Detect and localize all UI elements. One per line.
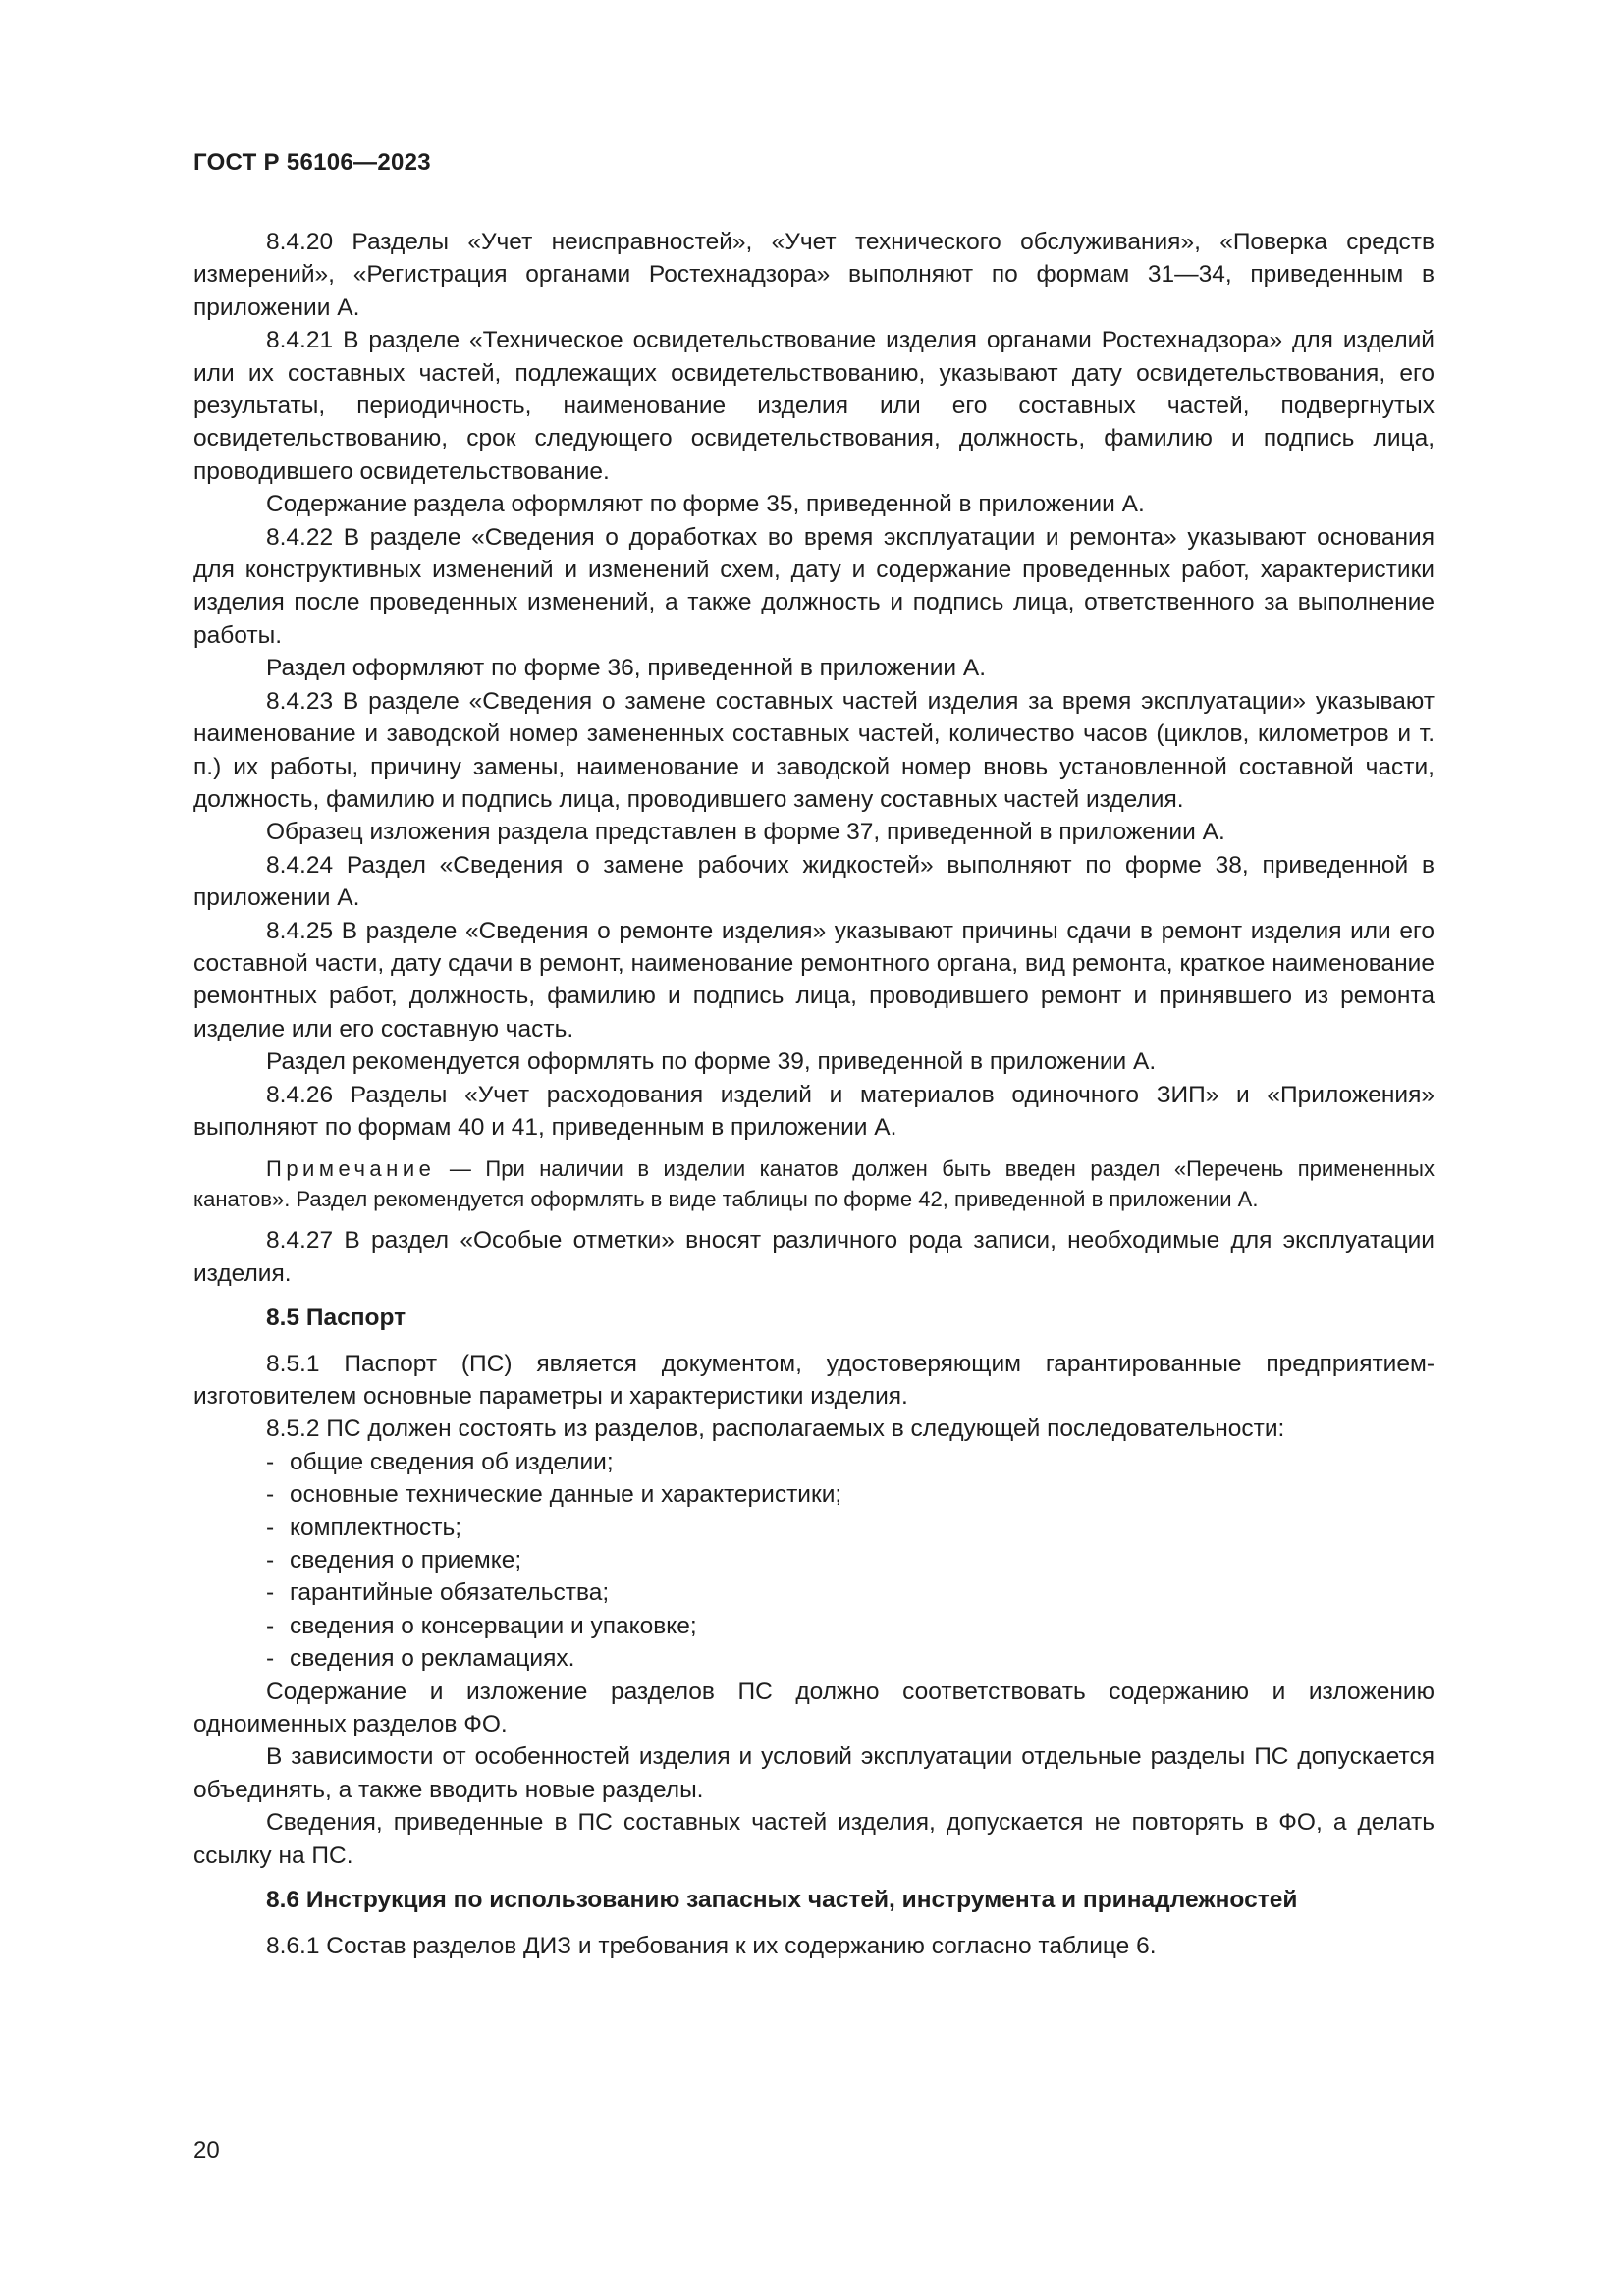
paragraph-8-6-1: 8.6.1 Состав разделов ДИЗ и требования к их содержанию согласно таблице 6.: [266, 1932, 1157, 1959]
note-label: Примечание: [266, 1156, 436, 1182]
paragraph-8-4-27: 8.4.27 В раздел «Особые отметки» вносят различного рода записи, необходимые для эксплуатации изделия.: [193, 1227, 1435, 1287]
paragraph-8-4-23: 8.4.23 В разделе «Сведения о замене составных частей изделия за время эксплуатации» указывают наименование и заводской номер замененных составных частей, количество часов (циклов, километров и т. п.) их работы, причину замены, наименование и заводской номер вновь установленной составной части, должность, фамилию и подпись лица, проводившего замену составных частей изделия.: [193, 687, 1435, 813]
paragraph-merge-sections: В зависимости от особенностей изделия и условий эксплуатации отдельные разделы ПС допускается объединять, а также вводить новые разделы.: [193, 1743, 1435, 1803]
paragraph-8-4-21: 8.4.21 В разделе «Техническое освидетельствование изделия органами Ростехнадзора» для изделий или их составных частей, подлежащих освидетельствованию, указывают дату освидетельствования, его результаты, периодичность, наименование изделия или его составных частей, подвергнутых освидетельствованию, срок следующего освидетельствования, должность, фамилию и подпись лица, проводившего освидетельствование.: [193, 327, 1435, 485]
list-item: - комплектность;: [266, 1514, 462, 1541]
paragraph-8-4-20: 8.4.20 Разделы «Учет неисправностей», «Учет технического обслуживания», «Поверка средств измерений», «Регистрация органами Ростехнадзора» выполняют по формам 31—34, приведенным в приложении А.: [193, 229, 1435, 321]
list-item: - сведения о приемке;: [266, 1547, 522, 1575]
paragraph-form-39: Раздел рекомендуется оформлять по форме 39, приведенной в приложении А.: [266, 1048, 1157, 1076]
paragraph-8-5-1: 8.5.1 Паспорт (ПС) является документом, удостоверяющим гарантированные предприятием-изготовителем основные параметры и характеристики изделия.: [193, 1350, 1435, 1410]
list-item: - основные технические данные и характеристики;: [266, 1481, 842, 1509]
paragraph-form-35: Содержание раздела оформляют по форме 35, приведенной в приложении А.: [266, 491, 1145, 518]
document-code: ГОСТ Р 56106—2023: [193, 149, 431, 176]
paragraph-8-4-22: 8.4.22 В разделе «Сведения о доработках во время эксплуатации и ремонта» указывают основания для конструктивных изменений и изменений схем, дату и содержание проведенных работ, характеристики изделия после проведенных изменений, а также должность и подпись лица, ответственного за выполнение работы.: [193, 523, 1435, 649]
paragraph-8-4-26: 8.4.26 Разделы «Учет расходования изделий и материалов одиночного ЗИП» и «Приложения» выполняют по формам 40 и 41, приведенным в приложении А.: [193, 1081, 1435, 1141]
list-item: - сведения о рекламациях.: [266, 1645, 575, 1673]
list-item: - сведения о консервации и упаковке;: [266, 1612, 697, 1639]
paragraph-form-36: Раздел оформляют по форме 36, приведенной в приложении А.: [266, 655, 987, 682]
paragraph-reference-ps: Сведения, приведенные в ПС составных частей изделия, допускается не повторять в ФО, а делать ссылку на ПС.: [193, 1809, 1435, 1869]
note: [193, 1153, 1435, 1214]
note-text: — При наличии в изделии канатов должен быть введен раздел «Перечень примененных канатов». Раздел рекомендуется оформлять в виде таблицы по форме 42, приведенной в приложении А.: [193, 1156, 1435, 1212]
section-8-6-title: 8.6 Инструкция по использованию запасных частей, инструмента и принадлежностей: [266, 1887, 1298, 1914]
paragraph-8-4-24: 8.4.24 Раздел «Сведения о замене рабочих жидкостей» выполняют по форме 38, приведенной в приложении А.: [193, 851, 1435, 912]
passport-sections-list: [193, 1446, 1435, 1676]
paragraph-form-37: Образец изложения раздела представлен в форме 37, приведенной в приложении А.: [266, 819, 1225, 846]
paragraph-8-5-2: 8.5.2 ПС должен состоять из разделов, располагаемых в следующей последовательности:: [266, 1415, 1285, 1443]
list-item: - общие сведения об изделии;: [266, 1448, 614, 1475]
section-8-5-title: 8.5 Паспорт: [266, 1305, 406, 1332]
paragraph-8-4-25: 8.4.25 В разделе «Сведения о ремонте изделия» указывают причины сдачи в ремонт изделия или его составной части, дату сдачи в ремонт, наименование ремонтного органа, вид ремонта, краткое наименование ремонтных работ, должность, фамилию и подпись лица, проводившего ремонт и принявшего из ремонта изделие или его составную часть.: [193, 917, 1435, 1042]
paragraph-content-and-statement: Содержание и изложение разделов ПС должно соответствовать содержанию и изложению одноименных разделов ФО.: [193, 1678, 1435, 1738]
page-content: [193, 226, 1435, 1962]
page-number: 20: [193, 2137, 220, 2163]
list-item: - гарантийные обязательства;: [266, 1579, 610, 1607]
